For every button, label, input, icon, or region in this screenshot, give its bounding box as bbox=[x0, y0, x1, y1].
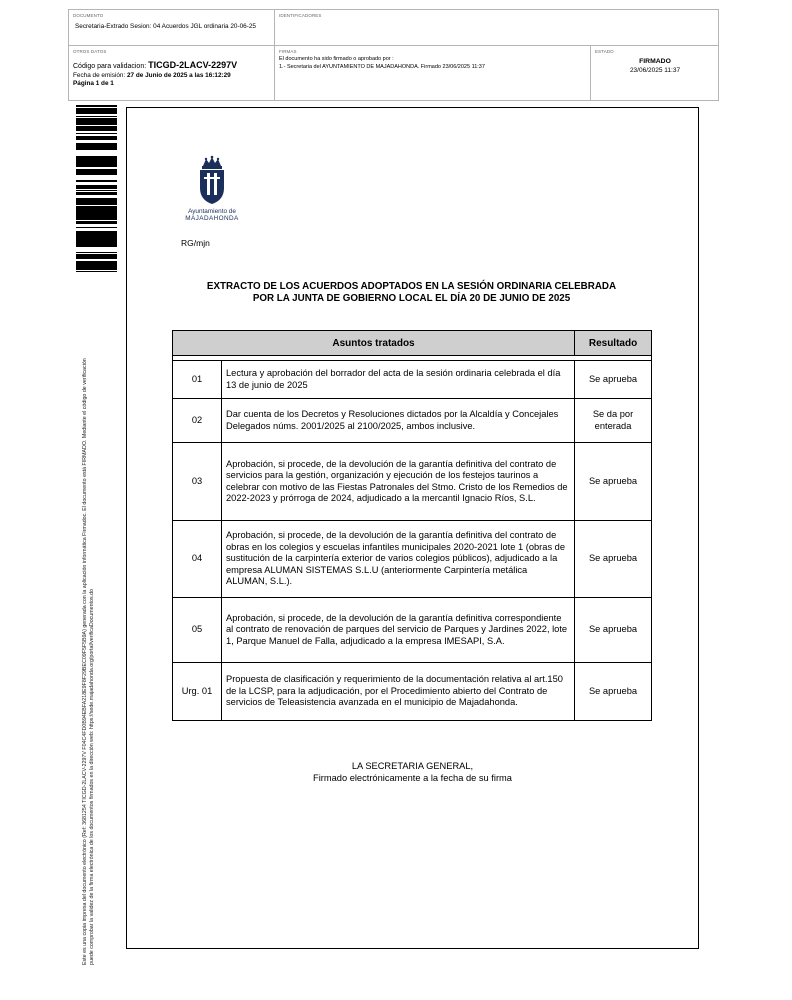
estado-date: 23/06/2025 11:37 bbox=[629, 67, 681, 74]
estado-cell bbox=[591, 46, 719, 101]
row-number: 03 bbox=[173, 443, 222, 521]
document-title-line-1: EXTRACTO DE LOS ACUERDOS ADOPTADOS EN LA SESIÓN ORDINARIA CELEBRADA bbox=[206, 281, 617, 292]
firmas-label: FIRMAS bbox=[279, 49, 297, 54]
estado-label: ESTADO bbox=[595, 49, 614, 54]
row-subject: Propuesta de clasificación y requerimiento de la documentación relativa al art.150 de la LCSP, para la adjudicación, por el Procedimiento abierto del Contrato de servicios de Teleasistencia avanzada en el municipio de Majadahonda. bbox=[222, 663, 575, 721]
issue-date-prefix: Fecha de emisión: bbox=[73, 72, 126, 79]
barcode-image bbox=[76, 104, 117, 276]
row-number: 02 bbox=[173, 399, 222, 443]
table-row bbox=[173, 598, 652, 663]
row-subject: Aprobación, si procede, de la devolución de la garantía definitiva del contrato de obras en los colegios y escuelas infantiles municipales 2020-2021 lote 1 (obras de sustitución de la carpintería exterior de varios colegios públicos), adjudicado a la empresa ALUMAN SISTEMAS S.L.U (anteriormente Carpintería metálica ALUMAN, S.L.). bbox=[222, 521, 575, 598]
table-header-row bbox=[173, 331, 652, 356]
row-number: Urg. 01 bbox=[173, 663, 222, 721]
row-result: Se aprueba bbox=[575, 598, 652, 663]
column-header-asuntos: Asuntos tratados bbox=[173, 331, 575, 356]
row-number: 04 bbox=[173, 521, 222, 598]
signature-metadata-box bbox=[68, 9, 719, 101]
row-subject: Dar cuenta de los Decretos y Resoluciones dictados por la Alcaldía y Concejales Delegados núms. 2001/2025 al 2100/2025, ambos inclusive. bbox=[222, 399, 575, 443]
identificadores-cell bbox=[275, 10, 719, 46]
validation-code-prefix: Código para validacion: bbox=[73, 63, 147, 70]
firmas-line-1: El documento ha sido firmado o aprobado por : bbox=[279, 56, 394, 62]
signature-note: Firmado electrónicamente a la fecha de su firma bbox=[313, 773, 512, 783]
validation-code bbox=[73, 60, 237, 70]
reference-initials: RG/mjn bbox=[181, 238, 210, 248]
documento-title: Secretaria-Extrado Sesion: 04 Acuerdos JGL ordinaria 20-06-25 bbox=[75, 23, 256, 30]
firmas-text bbox=[279, 56, 485, 71]
issue-date-value: 27 de Junio de 2025 a las 16:12:29 bbox=[127, 72, 231, 79]
row-subject: Aprobación, si procede, de la devolución de la garantía definitiva correspondiente al contrato de renovación de parques del servicio de Parques y Jardines 2022, lote 1, Parque Manuel de Falla, adjudicado a la empresa IMESAPI, S.A. bbox=[222, 598, 575, 663]
row-result: Se aprueba bbox=[575, 663, 652, 721]
document-title-line-2: POR LA JUNTA DE GOBIERNO LOCAL EL DÍA 20 DE JUNIO DE 2025 bbox=[252, 293, 571, 304]
row-number: 05 bbox=[173, 598, 222, 663]
page-count: Página 1 de 1 bbox=[73, 80, 114, 87]
signature-title: LA SECRETARIA GENERAL, bbox=[351, 761, 474, 771]
row-result: Se da por enterada bbox=[575, 399, 652, 443]
row-subject: Lectura y aprobación del borrador del acta de la sesión ordinaria celebrada el día 13 de junio de 2025 bbox=[222, 361, 575, 399]
logo-text-line-2: MAJADAHONDA bbox=[185, 215, 239, 222]
verification-text-line-2: puede comprobar la validez de la firma electrónica de los documentos firmados en la dirección web: https://sede.majadahonda.org/portal/verificaDocumentos.do bbox=[89, 589, 95, 965]
identificadores-label: IDENTIFICADORES bbox=[279, 13, 322, 18]
row-result: Se aprueba bbox=[575, 443, 652, 521]
column-header-resultado: Resultado bbox=[575, 331, 652, 356]
documento-cell bbox=[69, 10, 275, 46]
logo-text-line-1: Ayuntamiento de bbox=[188, 208, 236, 215]
row-result: Se aprueba bbox=[575, 521, 652, 598]
issue-date bbox=[73, 72, 231, 79]
table-row bbox=[173, 521, 652, 598]
table-row bbox=[173, 663, 652, 721]
validation-code-value: TICGD-2LACV-2297V bbox=[148, 60, 238, 70]
row-number: 01 bbox=[173, 361, 222, 399]
documento-label: DOCUMENTO bbox=[73, 13, 104, 18]
table-row bbox=[173, 361, 652, 399]
table-row bbox=[173, 443, 652, 521]
row-result: Se aprueba bbox=[575, 361, 652, 399]
estado-status: FIRMADO bbox=[639, 58, 671, 65]
otros-datos-cell bbox=[69, 46, 275, 101]
majadahonda-crest-logo bbox=[176, 154, 248, 226]
verification-text-line-1: Este es una copia impresa del documento electrónico (Ref: 3681254 TICGD-2LACV-2297V F04C4FD0B94EBFA218E9F8F29BEC09F5F5B9A) generada con la aplicación informática Firmadoc. El documento está FIRMADO. Mediante el código de verificación bbox=[82, 358, 88, 965]
row-subject: Aprobación, si procede, de la devolución de la garantía definitiva del contrato de servicios para la gestión, organización y ejecución de los festejos taurinos a celebrar con motivo de las Fiestas Patronales del Stmo. Cristo de los Remedios de 2022-2023 y prórroga de 2024, adjudicado a la mercantil Ignacio Ríos, S.L. bbox=[222, 443, 575, 521]
otros-datos-label: OTROS DATOS bbox=[73, 49, 107, 54]
agreements-table bbox=[172, 330, 652, 721]
table-row bbox=[173, 399, 652, 443]
firmas-cell bbox=[275, 46, 591, 101]
firmas-line-2: 1.- Secretaria del AYUNTAMIENTO DE MAJADAHONDA. Firmado 23/06/2025 11:37 bbox=[279, 63, 485, 70]
